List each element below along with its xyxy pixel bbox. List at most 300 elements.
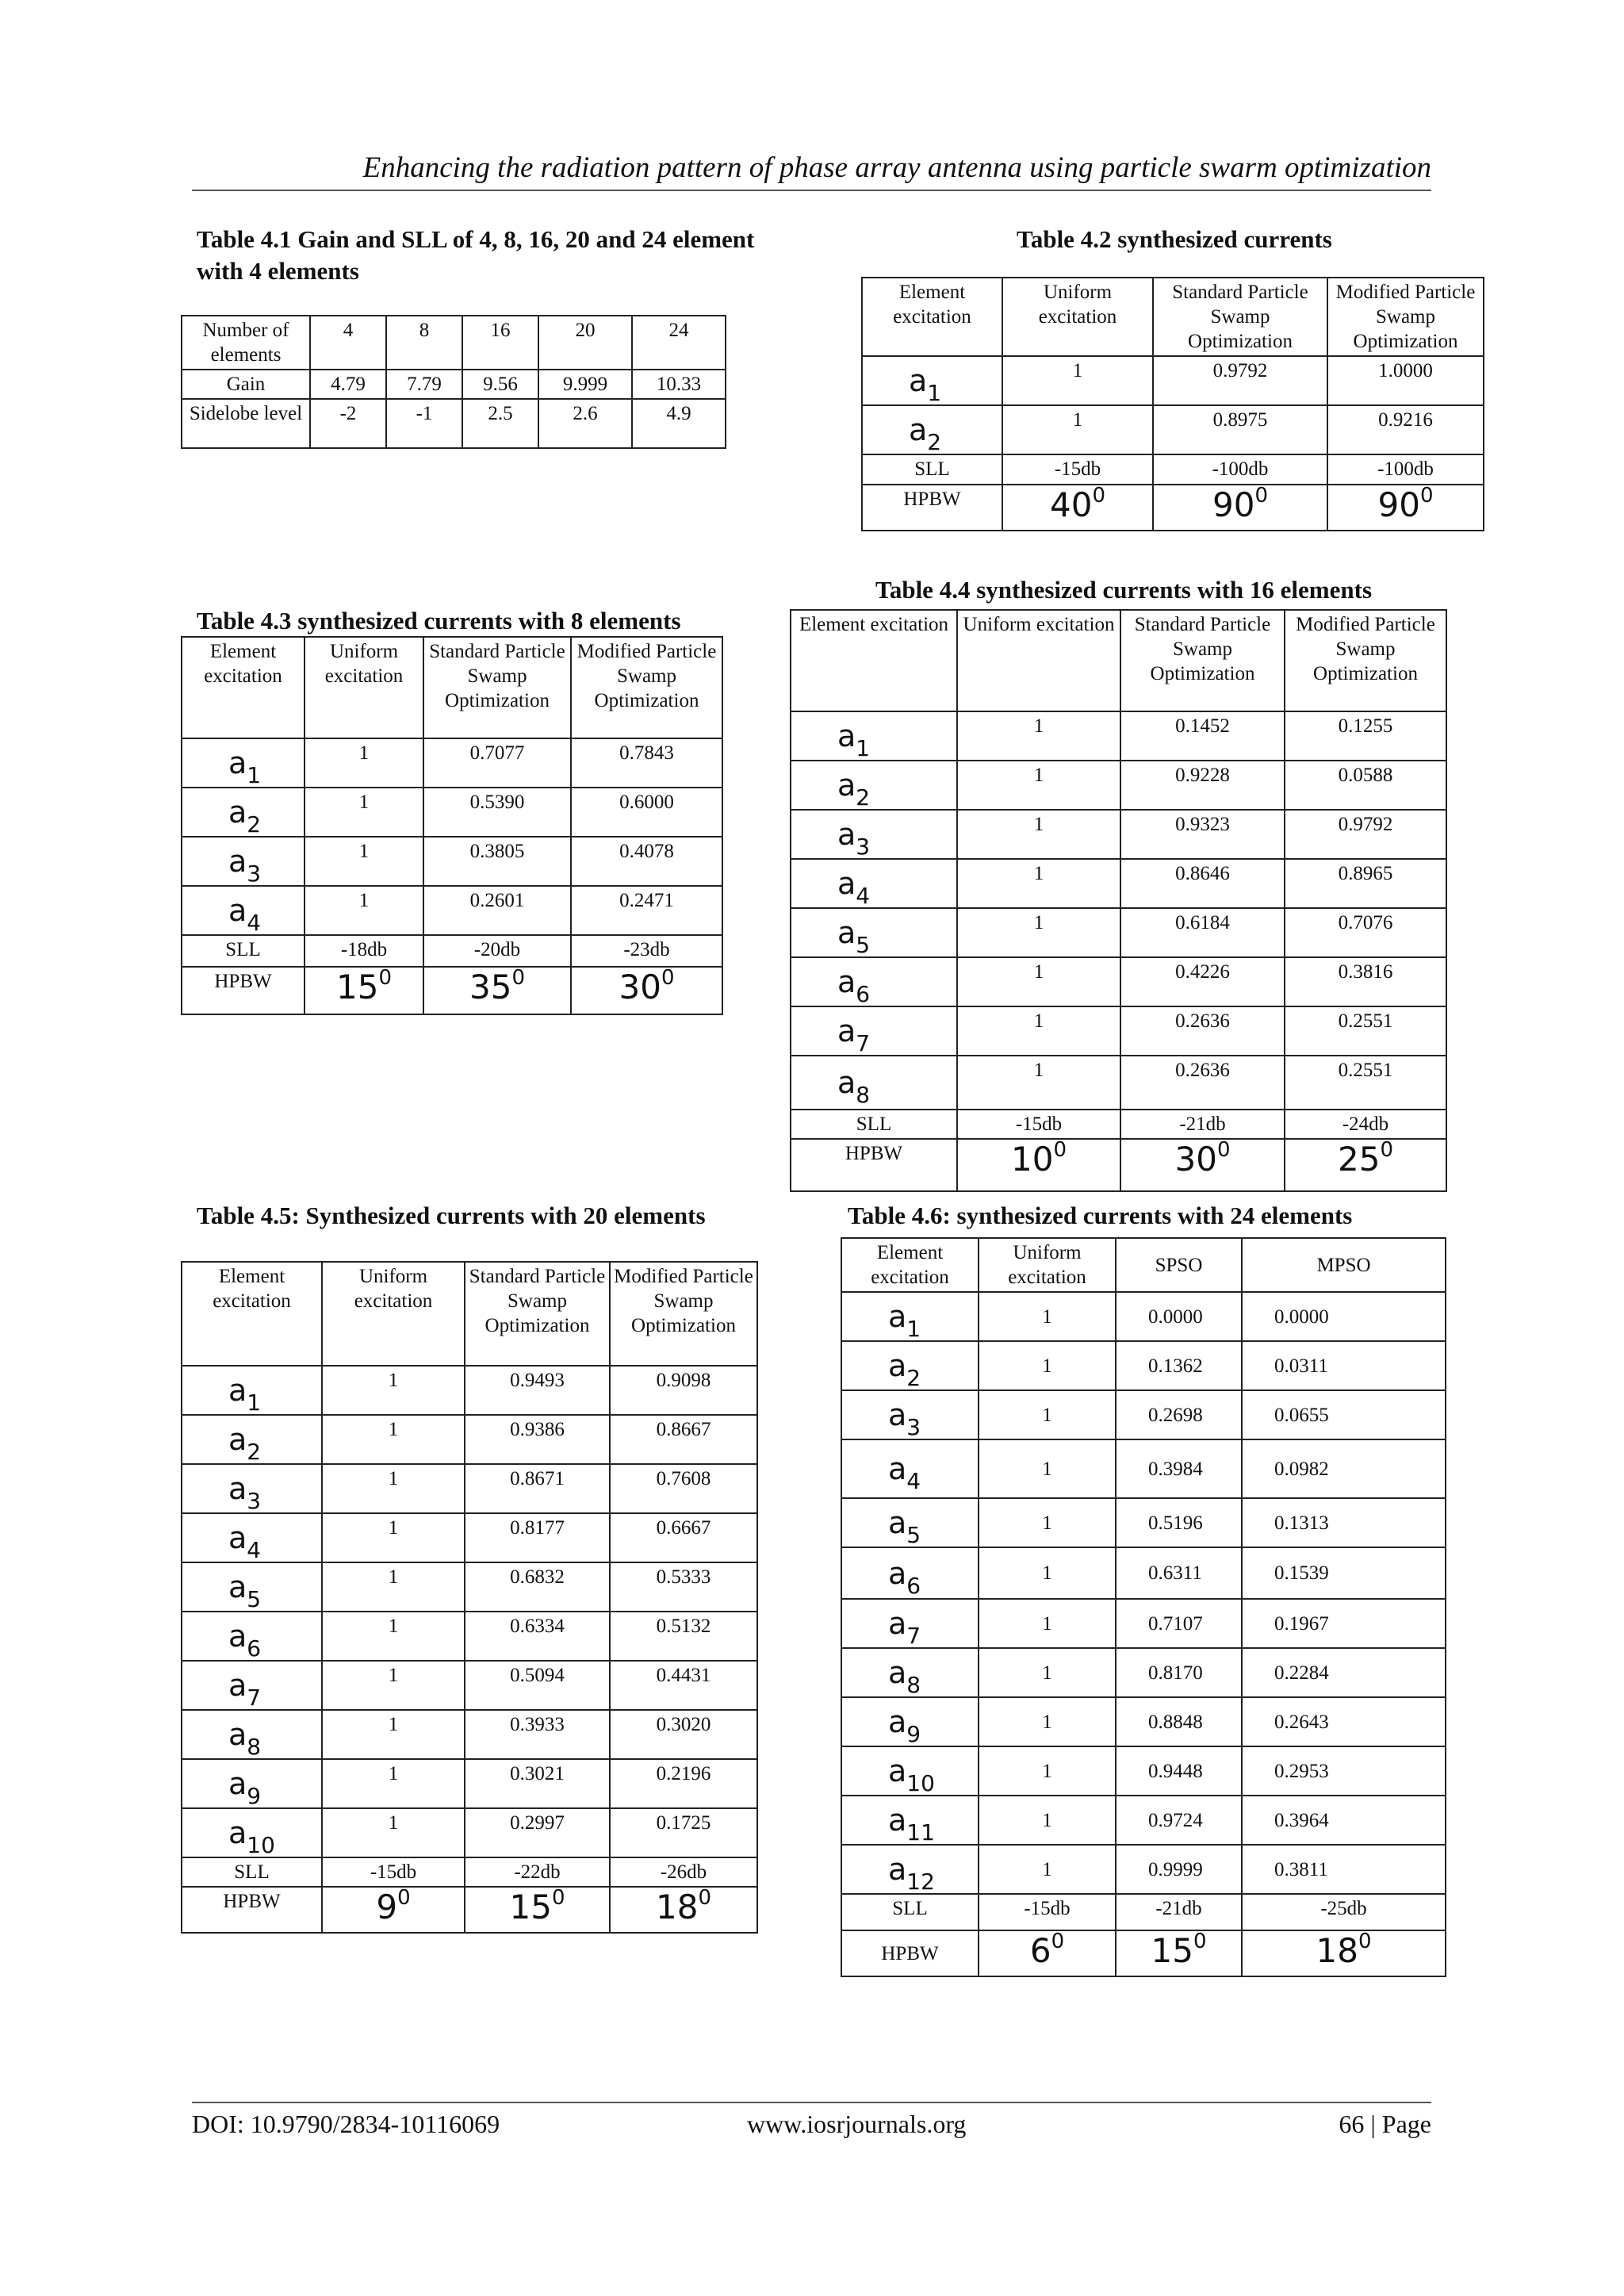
hpbw-value bbox=[304, 967, 423, 1014]
table-cell: 0.0000 bbox=[1242, 1292, 1446, 1341]
excitation-symbol bbox=[228, 1766, 262, 1808]
degree-mark: 0 bbox=[698, 1887, 711, 1910]
table-row bbox=[182, 1710, 757, 1759]
table-cell: 0.2471 bbox=[571, 886, 722, 935]
hpbw-row bbox=[182, 1887, 757, 1933]
table-cell: 0.2643 bbox=[1242, 1697, 1446, 1746]
table-cell: 0.7843 bbox=[571, 738, 722, 788]
symbol-base: a bbox=[228, 1766, 247, 1801]
page-footer bbox=[192, 2102, 1431, 2138]
table-cell: 9.999 bbox=[538, 370, 632, 399]
symbol-base: a bbox=[228, 1570, 247, 1604]
table-cell: 0.9792 bbox=[1285, 810, 1446, 859]
hpbw-value bbox=[322, 1887, 465, 1933]
symbol-index: 1 bbox=[906, 1316, 921, 1341]
hpbw-value bbox=[571, 967, 722, 1014]
element-symbol bbox=[841, 1439, 979, 1498]
symbol-index: 1 bbox=[247, 1389, 262, 1415]
symbol-index: 8 bbox=[247, 1734, 262, 1759]
symbol-base: a bbox=[228, 893, 247, 928]
table-cell: 0.2636 bbox=[1120, 1056, 1285, 1110]
table-4-1-caption bbox=[197, 224, 879, 287]
table-cell: 1 bbox=[322, 1710, 465, 1759]
column-header: Standard Particle Swamp Optimization bbox=[465, 1262, 610, 1366]
table-row bbox=[841, 1547, 1446, 1599]
element-symbol bbox=[791, 908, 957, 957]
table-cell: 1 bbox=[304, 788, 423, 837]
table-cell: 0.3020 bbox=[610, 1710, 757, 1759]
element-symbol bbox=[841, 1796, 979, 1845]
table-cell: 1 bbox=[979, 1648, 1116, 1697]
symbol-base: a bbox=[888, 1505, 907, 1540]
table-cell: 1 bbox=[322, 1366, 465, 1415]
degree-mark: 0 bbox=[1216, 1139, 1231, 1162]
symbol-base: a bbox=[888, 1704, 907, 1739]
table-row bbox=[182, 837, 722, 886]
sll-value: -21db bbox=[1116, 1894, 1242, 1930]
excitation-symbol bbox=[837, 1065, 871, 1108]
symbol-index: 7 bbox=[247, 1685, 262, 1710]
column-header: Uniform excitation bbox=[1002, 278, 1153, 356]
column-header: MPSO bbox=[1242, 1238, 1446, 1292]
table-cell: 0.2636 bbox=[1120, 1006, 1285, 1056]
column-header: Element excitation bbox=[791, 610, 957, 711]
row-label: Number of elements bbox=[182, 316, 310, 370]
table-4-3-caption: Table 4.3 synthesized currents with 8 elements bbox=[197, 607, 681, 634]
table-row bbox=[841, 1341, 1446, 1390]
symbol-index: 3 bbox=[856, 834, 871, 859]
table-cell: 1 bbox=[957, 908, 1120, 957]
element-symbol bbox=[182, 1661, 322, 1710]
degree-mark: 0 bbox=[1419, 485, 1434, 508]
sll-value: -15db bbox=[957, 1110, 1120, 1139]
table-cell: 0.4431 bbox=[610, 1661, 757, 1710]
symbol-base: a bbox=[228, 844, 247, 879]
element-symbol bbox=[182, 788, 304, 837]
table-cell: 0.9216 bbox=[1327, 405, 1484, 454]
hpbw-value bbox=[1153, 485, 1327, 531]
table-cell: 0.5132 bbox=[610, 1612, 757, 1661]
column-header: Element excitation bbox=[841, 1238, 979, 1292]
symbol-base: a bbox=[228, 1520, 247, 1555]
symbol-index: 1 bbox=[856, 735, 871, 761]
excitation-symbol bbox=[888, 1451, 921, 1494]
symbol-base: a bbox=[228, 795, 247, 830]
table-cell: 2.6 bbox=[538, 399, 632, 448]
symbol-index: 5 bbox=[247, 1586, 262, 1612]
table-row bbox=[841, 1390, 1446, 1439]
symbol-index: 4 bbox=[906, 1468, 921, 1494]
table-row bbox=[841, 1845, 1446, 1894]
table-cell: 1 bbox=[979, 1439, 1116, 1498]
table-row bbox=[182, 1366, 757, 1415]
degree-mark: 0 bbox=[378, 967, 392, 990]
element-symbol bbox=[791, 711, 957, 761]
column-header: SPSO bbox=[1116, 1238, 1242, 1292]
table-cell: 0.0655 bbox=[1242, 1390, 1446, 1439]
column-header: Modified Particle Swamp Optimization bbox=[1285, 610, 1446, 711]
table-cell: 0.9724 bbox=[1116, 1796, 1242, 1845]
row-label: SLL bbox=[182, 935, 304, 967]
excitation-symbol bbox=[888, 1754, 935, 1796]
excitation-symbol bbox=[888, 1348, 921, 1390]
table-cell: 1 bbox=[957, 761, 1120, 810]
column-header: Standard Particle Swamp Optimization bbox=[1120, 610, 1285, 711]
excitation-symbol bbox=[909, 363, 942, 405]
symbol-index: 8 bbox=[856, 1082, 871, 1108]
sll-value: -15db bbox=[979, 1894, 1116, 1930]
symbol-base: a bbox=[888, 1852, 907, 1887]
table-4-5 bbox=[181, 1261, 758, 1934]
symbol-base: a bbox=[228, 1668, 247, 1703]
table-cell: 1 bbox=[979, 1292, 1116, 1341]
table-cell: 0.9792 bbox=[1153, 356, 1327, 405]
element-symbol bbox=[791, 810, 957, 859]
hpbw-row bbox=[862, 485, 1484, 531]
table-4-6 bbox=[841, 1237, 1446, 1977]
header-row bbox=[841, 1238, 1446, 1292]
hpbw-value bbox=[465, 1887, 610, 1933]
table-4-4 bbox=[790, 609, 1447, 1192]
hpbw-number: 6 bbox=[1029, 1931, 1051, 1970]
table-cell: 0.7608 bbox=[610, 1464, 757, 1513]
table-cell: 1 bbox=[322, 1808, 465, 1857]
table-4-3 bbox=[181, 636, 723, 1015]
excitation-symbol bbox=[888, 1803, 935, 1845]
table-cell: 0.8170 bbox=[1116, 1648, 1242, 1697]
element-symbol bbox=[182, 1513, 322, 1562]
column-header: Element excitation bbox=[182, 1262, 322, 1366]
table-row bbox=[791, 711, 1446, 761]
symbol-base: a bbox=[228, 1373, 247, 1408]
table-row bbox=[182, 1415, 757, 1464]
table-cell: 0.3964 bbox=[1242, 1796, 1446, 1845]
symbol-base: a bbox=[909, 412, 928, 447]
symbol-index: 12 bbox=[906, 1869, 935, 1894]
header-row bbox=[862, 278, 1484, 356]
table-cell: 0.9098 bbox=[610, 1366, 757, 1415]
table-cell: 1 bbox=[322, 1415, 465, 1464]
row-label: Sidelobe level bbox=[182, 399, 310, 448]
table-cell: 1 bbox=[957, 810, 1120, 859]
caption-line-2: with 4 elements bbox=[197, 257, 359, 285]
table-cell: 0.9386 bbox=[465, 1415, 610, 1464]
excitation-symbol bbox=[228, 844, 262, 886]
table-cell: 1 bbox=[957, 1056, 1120, 1110]
table-cell: 0.1313 bbox=[1242, 1498, 1446, 1547]
table-cell: 9.56 bbox=[462, 370, 538, 399]
table-row bbox=[182, 399, 726, 448]
header-row bbox=[791, 610, 1446, 711]
excitation-symbol bbox=[228, 1717, 262, 1759]
table-row bbox=[791, 810, 1446, 859]
table-cell: 1 bbox=[957, 1006, 1120, 1056]
symbol-base: a bbox=[837, 964, 856, 999]
table-cell: 1 bbox=[1002, 405, 1153, 454]
excitation-symbol bbox=[837, 817, 871, 859]
column-header: Uniform excitation bbox=[322, 1262, 465, 1366]
symbol-index: 5 bbox=[856, 932, 871, 957]
footer-doi: DOI: 10.9790/2834-10116069 bbox=[192, 2110, 500, 2138]
table-cell: 0.2997 bbox=[465, 1808, 610, 1857]
caption-line-1: Table 4.1 Gain and SLL of 4, 8, 16, 20 and 24 element bbox=[197, 225, 755, 253]
excitation-symbol bbox=[228, 1815, 275, 1857]
hpbw-number: 25 bbox=[1338, 1140, 1381, 1179]
symbol-base: a bbox=[228, 1471, 247, 1506]
excitation-symbol bbox=[228, 795, 262, 837]
sll-row bbox=[791, 1110, 1446, 1139]
table-row bbox=[791, 1006, 1446, 1056]
symbol-base: a bbox=[228, 1422, 247, 1457]
table-row bbox=[182, 316, 726, 370]
excitation-symbol bbox=[888, 1606, 921, 1648]
table-cell: 0.5094 bbox=[465, 1661, 610, 1710]
excitation-symbol bbox=[837, 915, 871, 957]
table-cell: 0.0588 bbox=[1285, 761, 1446, 810]
excitation-symbol bbox=[228, 1619, 262, 1661]
table-4-2-caption: Table 4.2 synthesized currents bbox=[1017, 225, 1332, 253]
table-cell: 1 bbox=[322, 1661, 465, 1710]
table-cell: 0.6311 bbox=[1116, 1547, 1242, 1599]
excitation-symbol bbox=[888, 1299, 921, 1341]
table-cell: 1 bbox=[1002, 356, 1153, 405]
table-row bbox=[182, 1612, 757, 1661]
excitation-symbol bbox=[909, 412, 942, 454]
row-label: HPBW bbox=[791, 1139, 957, 1191]
table-cell: 0.4078 bbox=[571, 837, 722, 886]
excitation-symbol bbox=[888, 1397, 921, 1439]
element-symbol bbox=[841, 1498, 979, 1547]
symbol-index: 2 bbox=[906, 1365, 921, 1390]
sll-value: -23db bbox=[571, 935, 722, 967]
table-cell: 0.6000 bbox=[571, 788, 722, 837]
table-cell: 0.0311 bbox=[1242, 1341, 1446, 1390]
symbol-base: a bbox=[837, 719, 856, 753]
table-cell: 0.3021 bbox=[465, 1759, 610, 1808]
table-cell: 0.1362 bbox=[1116, 1341, 1242, 1390]
element-symbol bbox=[841, 1697, 979, 1746]
excitation-symbol bbox=[888, 1852, 935, 1894]
element-symbol bbox=[791, 761, 957, 810]
table-cell: 1 bbox=[304, 837, 423, 886]
table-cell: 0.5196 bbox=[1116, 1498, 1242, 1547]
row-label: Gain bbox=[182, 370, 310, 399]
element-symbol bbox=[841, 1341, 979, 1390]
header-row bbox=[182, 637, 722, 738]
hpbw-number: 30 bbox=[1174, 1140, 1217, 1179]
table-row bbox=[182, 1562, 757, 1612]
table-cell: 0.7076 bbox=[1285, 908, 1446, 957]
hpbw-value bbox=[1116, 1930, 1242, 1976]
element-symbol bbox=[841, 1845, 979, 1894]
symbol-index: 2 bbox=[247, 1439, 262, 1464]
element-symbol bbox=[791, 1006, 957, 1056]
table-cell: 1 bbox=[322, 1562, 465, 1612]
excitation-symbol bbox=[888, 1505, 921, 1547]
table-4-1 bbox=[181, 315, 726, 449]
table-cell: 4.79 bbox=[310, 370, 386, 399]
table-4-6-caption: Table 4.6: synthesized currents with 24 elements bbox=[848, 1202, 1353, 1229]
degree-mark: 0 bbox=[1053, 1139, 1067, 1162]
symbol-base: a bbox=[888, 1555, 907, 1591]
table-cell: 0.9228 bbox=[1120, 761, 1285, 810]
symbol-index: 3 bbox=[247, 1488, 262, 1513]
symbol-index: 3 bbox=[906, 1414, 921, 1439]
symbol-base: a bbox=[837, 915, 856, 950]
excitation-symbol bbox=[228, 746, 262, 788]
degree-mark: 0 bbox=[1358, 1930, 1372, 1953]
symbol-index: 11 bbox=[906, 1819, 935, 1845]
element-symbol bbox=[182, 837, 304, 886]
table-cell: -1 bbox=[386, 399, 462, 448]
symbol-index: 6 bbox=[856, 981, 871, 1006]
hpbw-value bbox=[1002, 485, 1153, 531]
table-cell: 0.5333 bbox=[610, 1562, 757, 1612]
symbol-index: 1 bbox=[927, 380, 942, 405]
hpbw-number: 90 bbox=[1212, 485, 1255, 524]
symbol-base: a bbox=[888, 1451, 907, 1486]
excitation-symbol bbox=[228, 1373, 262, 1415]
table-cell: 4.9 bbox=[632, 399, 726, 448]
table-row bbox=[791, 1056, 1446, 1110]
sll-value: -100db bbox=[1153, 454, 1327, 485]
excitation-symbol bbox=[228, 1520, 262, 1562]
element-symbol bbox=[841, 1599, 979, 1648]
table-cell: 0.5390 bbox=[423, 788, 571, 837]
row-label: HPBW bbox=[182, 1887, 322, 1933]
symbol-base: a bbox=[888, 1606, 907, 1641]
table-cell: 7.79 bbox=[386, 370, 462, 399]
table-cell: 0.8667 bbox=[610, 1415, 757, 1464]
symbol-base: a bbox=[888, 1397, 907, 1432]
hpbw-value bbox=[1120, 1139, 1285, 1191]
symbol-index: 1 bbox=[247, 762, 262, 788]
row-label: HPBW bbox=[862, 485, 1002, 531]
sll-value: -25db bbox=[1242, 1894, 1446, 1930]
table-cell: 0.8646 bbox=[1120, 859, 1285, 908]
header-row bbox=[182, 1262, 757, 1366]
column-header: Element excitation bbox=[182, 637, 304, 738]
symbol-base: a bbox=[837, 1014, 856, 1048]
element-symbol bbox=[182, 1562, 322, 1612]
table-cell: 0.7107 bbox=[1116, 1599, 1242, 1648]
hpbw-number: 18 bbox=[1316, 1931, 1358, 1970]
table-cell: 1.0000 bbox=[1327, 356, 1484, 405]
sll-value: -20db bbox=[423, 935, 571, 967]
symbol-index: 7 bbox=[906, 1623, 921, 1648]
symbol-index: 9 bbox=[247, 1783, 262, 1808]
element-symbol bbox=[791, 957, 957, 1006]
table-cell: 10.33 bbox=[632, 370, 726, 399]
table-cell: 0.1255 bbox=[1285, 711, 1446, 761]
table-row bbox=[841, 1599, 1446, 1648]
excitation-symbol bbox=[888, 1555, 921, 1599]
excitation-symbol bbox=[228, 1668, 262, 1710]
symbol-index: 2 bbox=[247, 811, 262, 837]
table-cell: 0.4226 bbox=[1120, 957, 1285, 1006]
symbol-index: 6 bbox=[906, 1572, 921, 1599]
column-header: Modified Particle Swamp Optimization bbox=[610, 1262, 757, 1366]
degree-mark: 0 bbox=[511, 967, 525, 990]
element-symbol bbox=[182, 1759, 322, 1808]
table-4-4-caption: Table 4.4 synthesized currents with 16 elements bbox=[875, 576, 1373, 604]
symbol-base: a bbox=[228, 746, 247, 780]
hpbw-number: 9 bbox=[376, 1888, 398, 1926]
table-cell: 0.2284 bbox=[1242, 1648, 1446, 1697]
hpbw-row bbox=[182, 967, 722, 1014]
symbol-base: a bbox=[888, 1655, 907, 1690]
table-cell: 0.6334 bbox=[465, 1612, 610, 1661]
element-symbol bbox=[862, 405, 1002, 454]
degree-mark: 0 bbox=[551, 1887, 565, 1910]
sll-value: -100db bbox=[1327, 454, 1484, 485]
table-cell: 0.8965 bbox=[1285, 859, 1446, 908]
column-header: Uniform excitation bbox=[979, 1238, 1116, 1292]
row-label: SLL bbox=[862, 454, 1002, 485]
table-cell: 1 bbox=[979, 1547, 1116, 1599]
element-symbol bbox=[182, 738, 304, 788]
hpbw-number: 35 bbox=[469, 968, 512, 1006]
element-symbol bbox=[791, 859, 957, 908]
symbol-index: 2 bbox=[927, 429, 942, 454]
row-label: HPBW bbox=[841, 1930, 979, 1976]
sll-value: -15db bbox=[322, 1857, 465, 1887]
table-cell: 0.3816 bbox=[1285, 957, 1446, 1006]
excitation-symbol bbox=[228, 893, 262, 935]
table-cell: 16 bbox=[462, 316, 538, 370]
excitation-symbol bbox=[837, 768, 871, 810]
table-cell: 8 bbox=[386, 316, 462, 370]
table-row bbox=[791, 908, 1446, 957]
table-4-2 bbox=[861, 277, 1484, 531]
hpbw-number: 18 bbox=[656, 1888, 699, 1926]
table-cell: 1 bbox=[304, 886, 423, 935]
table-cell: 2.5 bbox=[462, 399, 538, 448]
excitation-symbol bbox=[888, 1655, 921, 1697]
sll-row bbox=[182, 1857, 757, 1887]
symbol-base: a bbox=[909, 363, 928, 398]
table-cell: 0.6667 bbox=[610, 1513, 757, 1562]
element-symbol bbox=[182, 1415, 322, 1464]
table-cell: 0.9448 bbox=[1116, 1746, 1242, 1796]
table-row bbox=[791, 859, 1446, 908]
symbol-index: 8 bbox=[906, 1672, 921, 1697]
hpbw-number: 15 bbox=[336, 968, 379, 1006]
column-header: Uniform excitation bbox=[957, 610, 1120, 711]
table-cell: 0.3933 bbox=[465, 1710, 610, 1759]
table-cell: 1 bbox=[322, 1759, 465, 1808]
element-symbol bbox=[182, 1710, 322, 1759]
symbol-base: a bbox=[888, 1348, 907, 1383]
symbol-index: 10 bbox=[247, 1832, 275, 1857]
table-cell: 0.9323 bbox=[1120, 810, 1285, 859]
table-cell: 0.9999 bbox=[1116, 1845, 1242, 1894]
table-cell: 0.0000 bbox=[1116, 1292, 1242, 1341]
symbol-index: 4 bbox=[856, 883, 871, 908]
table-row bbox=[841, 1697, 1446, 1746]
table-cell: -2 bbox=[310, 399, 386, 448]
sll-row bbox=[841, 1894, 1446, 1930]
degree-mark: 0 bbox=[1193, 1930, 1207, 1953]
sll-row bbox=[182, 935, 722, 967]
table-cell: 0.7077 bbox=[423, 738, 571, 788]
table-cell: 0.2196 bbox=[610, 1759, 757, 1808]
sll-row bbox=[862, 454, 1484, 485]
hpbw-row bbox=[841, 1930, 1446, 1976]
hpbw-value bbox=[957, 1139, 1120, 1191]
table-cell: 0.2953 bbox=[1242, 1746, 1446, 1796]
table-row bbox=[841, 1292, 1446, 1341]
